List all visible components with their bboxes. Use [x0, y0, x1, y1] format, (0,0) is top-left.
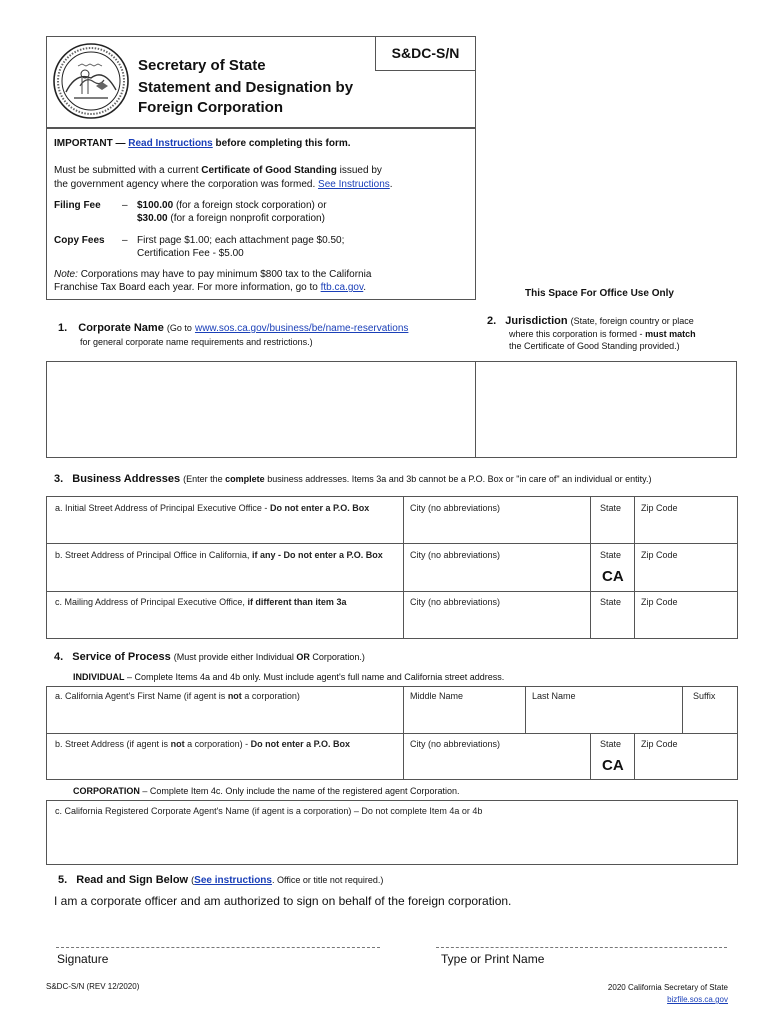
title-line-1: Secretary of State	[138, 57, 266, 74]
see-instructions-link-5[interactable]: See instructions	[194, 875, 272, 886]
zip-3c[interactable]: Zip Code	[641, 597, 678, 607]
must-line-2: the government agency where the corporation was formed. See Instructions.	[54, 179, 393, 190]
jurisdiction-field[interactable]	[475, 361, 737, 458]
filing-fee-2: $30.00 (for a foreign nonprofit corporation)	[137, 213, 325, 224]
footer-form-rev: S&DC-S/N (REV 12/2020)	[46, 982, 140, 991]
footer-bizfile-link[interactable]: bizfile.sos.ca.gov	[667, 995, 728, 1004]
address-3a-label[interactable]: a. Initial Street Address of Principal Executive Office - Do not enter a P.O. Box	[55, 503, 370, 513]
agent-middle-name[interactable]: Middle Name	[410, 691, 464, 701]
col-divider	[590, 733, 591, 780]
address-3c-label[interactable]: c. Mailing Address of Principal Executive Office, if different than item 3a	[55, 597, 347, 607]
city-3a[interactable]: City (no abbreviations)	[410, 503, 501, 513]
must-line-1: Must be submitted with a current Certificate of Good Standing issued by	[54, 165, 382, 176]
copy-fees-label: Copy Fees	[54, 235, 105, 246]
copy-fees-dash: –	[122, 235, 128, 246]
col-divider	[682, 686, 683, 733]
state-3b[interactable]: State	[600, 550, 622, 560]
item3-heading: 3. Business Addresses (Enter the complete business addresses. Items 3a and 3b cannot be a P.O. Box or "in care of" an individual or entity.)	[54, 473, 652, 485]
copy-fees-1: First page $1.00; each attachment page $0.50;	[137, 235, 345, 246]
state-3b-value: CA	[602, 568, 624, 585]
zip-3a[interactable]: Zip Code	[641, 503, 678, 513]
item5-heading: 5. Read and Sign Below (See instructions. Office or title not required.)	[58, 874, 384, 886]
col-divider	[403, 496, 404, 639]
agent-street-label[interactable]: b. Street Address (if agent is not a corporation) - Do not enter a P.O. Box	[55, 739, 350, 749]
corporation-instruction: CORPORATION – Complete Item 4c. Only include the name of the registered agent Corporation.	[73, 786, 460, 796]
filing-fee-label: Filing Fee	[54, 200, 101, 211]
read-instructions-link[interactable]: Read Instructions	[128, 138, 213, 149]
city-3b[interactable]: City (no abbreviations)	[410, 550, 501, 560]
form-code: S&DC-S/N	[391, 45, 460, 61]
item1-line2: for general corporate name requirements and restrictions.)	[80, 337, 313, 347]
col-divider	[525, 686, 526, 733]
state-3c[interactable]: State	[600, 597, 622, 607]
item2-heading: 2. Jurisdiction (State, foreign country or place	[487, 315, 694, 327]
corporate-name-field[interactable]	[46, 361, 476, 458]
col-divider	[590, 496, 591, 639]
title-line-3: Foreign Corporation	[138, 99, 283, 116]
agent-state-value: CA	[602, 757, 624, 774]
ftb-link[interactable]: ftb.ca.gov	[320, 282, 364, 293]
copy-fees-2: Certification Fee - $5.00	[137, 248, 244, 259]
item4-heading: 4. Service of Process (Must provide either Individual OR Corporation.)	[54, 651, 365, 663]
filing-fee-dash: –	[122, 200, 128, 211]
agent-suffix[interactable]: Suffix	[693, 691, 716, 701]
agent-zip[interactable]: Zip Code	[641, 739, 678, 749]
city-3c[interactable]: City (no abbreviations)	[410, 597, 501, 607]
important-line: IMPORTANT — Read Instructions before completing this form.	[54, 138, 351, 149]
col-divider	[403, 686, 404, 780]
print-name-line[interactable]	[436, 947, 727, 948]
item2-line2: where this corporation is formed - must match	[509, 329, 696, 339]
state-seal	[52, 42, 130, 120]
footer-copyright: 2020 California Secretary of State	[607, 983, 728, 992]
individual-instruction: INDIVIDUAL – Complete Items 4a and 4b only. Must include agent's full name and California street address.	[73, 672, 505, 682]
title-line-2: Statement and Designation by	[138, 79, 354, 96]
name-reservations-link[interactable]: www.sos.ca.gov/business/be/name-reservations	[194, 323, 409, 334]
agent-last-name[interactable]: Last Name	[532, 691, 576, 701]
agent-state[interactable]: State	[600, 739, 622, 749]
state-3a[interactable]: State	[600, 503, 622, 513]
corporate-agent-label: c. California Registered Corporate Agent's Name (if agent is a corporation) – Do not complete Item 4a or 4b	[55, 806, 483, 816]
office-use-label: This Space For Office Use Only	[525, 288, 674, 299]
signature-label: Signature	[57, 952, 109, 966]
filing-fee-1: $100.00 (for a foreign stock corporation) or	[137, 200, 327, 211]
note-line-2: Franchise Tax Board each year. For more information, go to ftb.ca.gov.	[54, 282, 367, 293]
zip-3b[interactable]: Zip Code	[641, 550, 678, 560]
agent-city[interactable]: City (no abbreviations)	[410, 739, 501, 749]
authorization-statement: I am a corporate officer and am authorized to sign on behalf of the foreign corporation.	[54, 894, 512, 908]
note-line-1: Note: Corporations may have to pay minimum $800 tax to the California	[54, 269, 372, 280]
address-3b-label[interactable]: b. Street Address of Principal Office in California, if any - Do not enter a P.O. Box	[55, 550, 383, 560]
col-divider	[634, 733, 635, 780]
col-divider	[634, 496, 635, 639]
see-instructions-link[interactable]: See Instructions	[318, 179, 390, 190]
item1-heading: 1. Corporate Name (Go to www.sos.ca.gov/business/be/name-reservations	[58, 322, 409, 334]
item2-line3: the Certificate of Good Standing provided.)	[509, 341, 680, 351]
print-name-label: Type or Print Name	[441, 952, 545, 966]
signature-line[interactable]	[56, 947, 380, 948]
agent-first-name-label[interactable]: a. California Agent's First Name (if agent is not a corporation)	[55, 691, 300, 701]
